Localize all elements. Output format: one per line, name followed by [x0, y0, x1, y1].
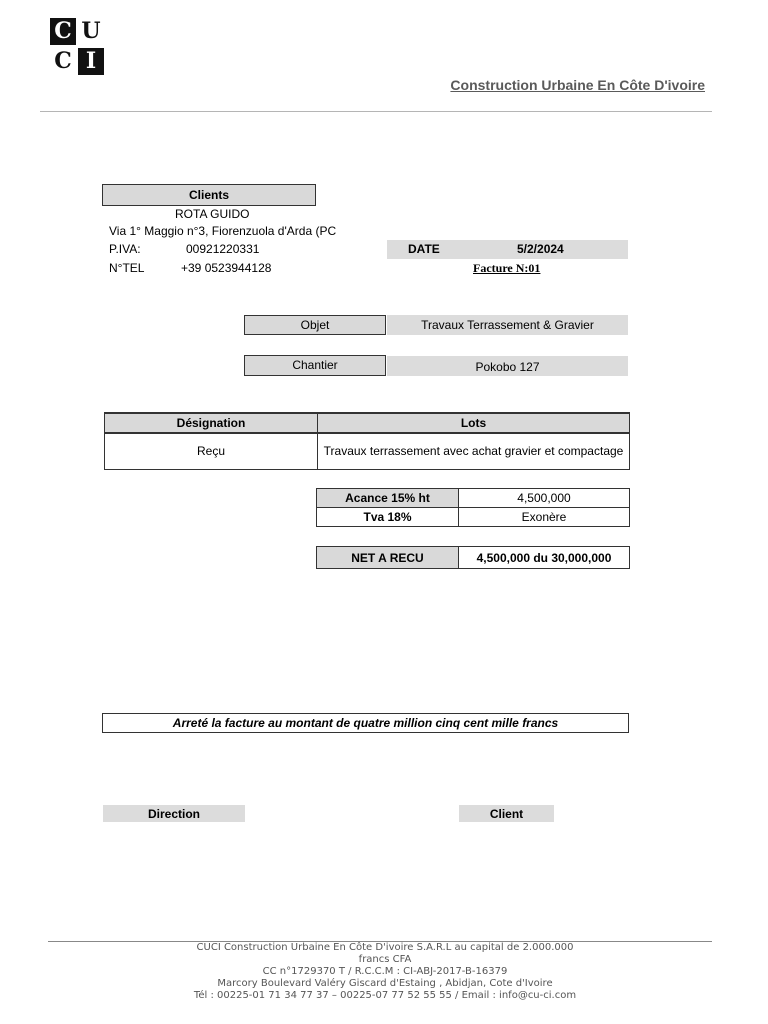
date-label: DATE	[408, 242, 440, 256]
tel-value: +39 0523944128	[181, 261, 272, 275]
footer-line-4: Marcory Boulevard Valéry Giscard d'Estaing , Abidjan, Cote d'Ivoire	[217, 978, 553, 989]
net-table	[316, 546, 630, 569]
lots-table-header	[105, 413, 630, 433]
piva-label: P.IVA:	[109, 242, 141, 256]
objet-value: Travaux Terrassement & Gravier	[387, 315, 628, 335]
company-name: Construction Urbaine En Côte D'ivoire	[450, 77, 705, 93]
advance-value: 4,500,000	[459, 489, 630, 508]
footer-line-2: francs CFA	[358, 954, 412, 965]
amount-in-words: Arreté la facture au montant de quatre million cinq cent mille francs	[102, 713, 629, 733]
client-signature-label: Client	[457, 805, 554, 822]
net-label: NET A RECU	[317, 547, 459, 569]
chantier-label: Chantier	[244, 355, 386, 376]
lots-cell: Travaux terrassement avec achat gravier et compactage	[318, 433, 630, 469]
invoice-number: Facture N:01	[473, 261, 541, 275]
objet-label: Objet	[244, 315, 386, 335]
piva-value: 00921220331	[186, 242, 260, 256]
tel-label: N°TEL	[109, 261, 145, 275]
table-row	[317, 508, 630, 527]
client-name: ROTA GUIDO	[175, 207, 250, 221]
table-row	[105, 433, 630, 469]
tva-value: Exonère	[459, 508, 630, 527]
footer-line-3: CC n°1729370 T / R.C.C.M : CI-ABJ-2017-B-16379	[262, 966, 508, 977]
footer-line-5: Tél : 00225-01 71 34 77 37 – 00225-07 77 52 55 55 / Email : info@cu-ci.com	[193, 990, 577, 1001]
header-designation: Désignation	[105, 413, 318, 433]
table-row	[317, 489, 630, 508]
company-logo	[50, 18, 106, 76]
logo-letter-i: I	[78, 48, 104, 75]
chantier-value: Pokobo 127	[387, 356, 628, 376]
header-divider	[40, 111, 712, 112]
logo-letter-c2: C	[50, 48, 76, 75]
totals-table	[316, 488, 630, 527]
lots-table	[104, 412, 630, 470]
logo-letter-u: U	[78, 18, 104, 45]
advance-label: Acance 15% ht	[317, 489, 459, 508]
table-row	[317, 547, 630, 569]
client-address: Via 1° Maggio n°3, Fiorenzuola d'Arda (PC	[109, 224, 337, 238]
direction-signature-label: Direction	[103, 805, 245, 822]
footer-line-1: CUCI Construction Urbaine En Côte D'ivoire S.A.R.L au capital de 2.000.000	[196, 942, 574, 953]
date-value: 5/2/2024	[517, 242, 564, 256]
header-lots: Lots	[318, 413, 630, 433]
logo-letter-c1: C	[50, 18, 76, 45]
clients-header: Clients	[102, 184, 316, 206]
net-value: 4,500,000 du 30,000,000	[459, 547, 630, 569]
date-row	[387, 240, 628, 259]
footer	[140, 942, 630, 1002]
designation-cell: Reçu	[105, 433, 318, 469]
tva-label: Tva 18%	[317, 508, 459, 527]
